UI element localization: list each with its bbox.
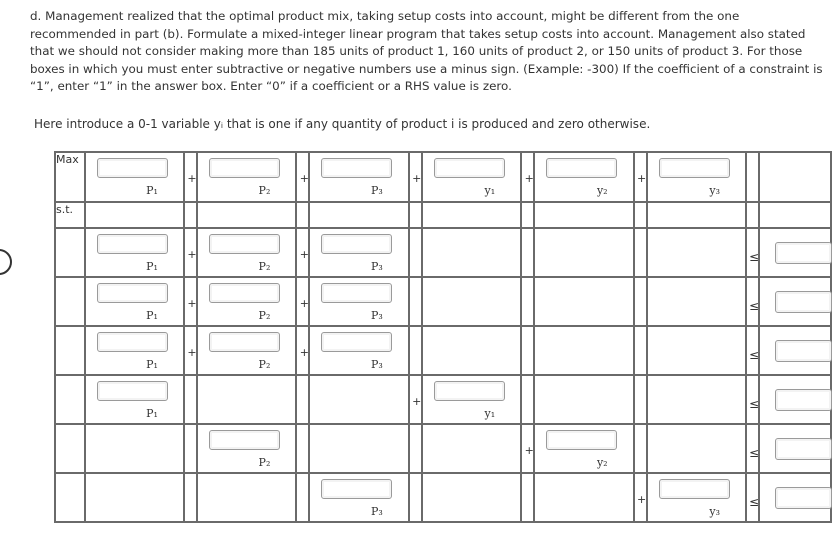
c3-rhs-input[interactable] xyxy=(775,340,832,362)
c4-y1-input[interactable] xyxy=(434,381,505,401)
plus-sign: + xyxy=(299,346,309,359)
var-p3: P₃ xyxy=(370,309,383,322)
var-y2: y₂ xyxy=(596,456,608,469)
plus-sign: + xyxy=(524,444,534,457)
obj-y3-input[interactable] xyxy=(659,158,730,178)
leq-sign: ≤ xyxy=(748,397,760,411)
c6-y3-input[interactable] xyxy=(659,479,730,499)
leq-sign: ≤ xyxy=(748,495,760,509)
var-p1: P₁ xyxy=(146,184,158,197)
c2-p2-input[interactable] xyxy=(209,283,280,303)
c2-rhs-input[interactable] xyxy=(775,291,832,313)
var-y3: y₃ xyxy=(709,505,720,518)
leq-sign: ≤ xyxy=(748,348,760,362)
var-p2: P₂ xyxy=(258,456,271,469)
problem-instructions: d. Management realized that the optimal product mix, taking setup costs into account, might be different from the one recommended in part (b). Formulate a mixed-integer linear program that takes setup costs into account. Management also stated that we should not consider making more than 185 units of product 1, 160 units of product 2, or 150 units of product 3. For those boxes in which you must enter subtractive or negative numbers use a minus sign. (Example: -300) If the coefficient of a constraint is “1”, enter “1” in the answer box. Enter “0” if a coefficient or a RHS value is zero. xyxy=(30,9,823,94)
c4-p1-input[interactable] xyxy=(97,381,168,401)
var-y1: y₁ xyxy=(484,184,496,197)
c6-rhs-input[interactable] xyxy=(775,487,832,509)
obj-p3-input[interactable] xyxy=(321,158,392,178)
plus-sign: + xyxy=(412,172,422,185)
c3-p3-input[interactable] xyxy=(321,332,392,352)
var-y2: y₂ xyxy=(596,184,608,197)
c1-p1-input[interactable] xyxy=(97,234,168,254)
st-label: s.t. xyxy=(55,202,85,228)
c4-rhs-input[interactable] xyxy=(775,389,832,411)
constraint-row-1 xyxy=(55,228,831,277)
obj-p1-input[interactable] xyxy=(97,158,168,178)
var-p2: P₂ xyxy=(258,309,271,322)
subject-to-row xyxy=(55,202,831,228)
var-p3: P₃ xyxy=(370,505,383,518)
var-y3: y₃ xyxy=(709,184,720,197)
var-p1: P₁ xyxy=(146,260,158,273)
c5-y2-input[interactable] xyxy=(546,430,617,450)
var-y1: y₁ xyxy=(484,407,496,420)
plus-sign: + xyxy=(187,346,197,359)
plus-sign: + xyxy=(299,172,309,185)
plus-sign: + xyxy=(524,172,534,185)
c5-p2-input[interactable] xyxy=(209,430,280,450)
variable-note: Here introduce a 0-1 variable yᵢ that is one if any quantity of product i is produced and zero otherwise. xyxy=(34,117,651,131)
var-p3: P₃ xyxy=(370,260,383,273)
var-p3: P₃ xyxy=(370,184,383,197)
c2-p1-input[interactable] xyxy=(97,283,168,303)
constraint-row-6 xyxy=(55,473,831,522)
c1-p3-input[interactable] xyxy=(321,234,392,254)
c6-p3-input[interactable] xyxy=(321,479,392,499)
max-label: Max xyxy=(55,152,85,202)
plus-sign: + xyxy=(299,297,309,310)
obj-y3-cell xyxy=(647,152,746,202)
obj-p2-cell xyxy=(197,152,296,202)
constraint-row-3 xyxy=(55,326,831,375)
plus-sign: + xyxy=(187,248,197,261)
plus-sign: + xyxy=(299,248,309,261)
obj-p3-cell xyxy=(309,152,408,202)
obj-y2-input[interactable] xyxy=(546,158,617,178)
constraint-row-4 xyxy=(55,375,831,424)
leq-sign: ≤ xyxy=(748,299,760,313)
var-p2: P₂ xyxy=(258,358,271,371)
plus-sign: + xyxy=(636,172,647,185)
c3-p2-input[interactable] xyxy=(209,332,280,352)
c5-rhs-input[interactable] xyxy=(775,438,832,460)
obj-y2-cell xyxy=(534,152,633,202)
c1-p2-input[interactable] xyxy=(209,234,280,254)
var-p2: P₂ xyxy=(258,184,271,197)
constraint-row-2 xyxy=(55,277,831,326)
objective-row xyxy=(55,152,831,202)
var-p1: P₁ xyxy=(146,407,158,420)
leq-sign: ≤ xyxy=(748,446,760,460)
obj-y1-cell xyxy=(422,152,521,202)
obj-y1-input[interactable] xyxy=(434,158,505,178)
var-p2: P₂ xyxy=(258,260,271,273)
plus-sign: + xyxy=(412,395,422,408)
c2-p3-input[interactable] xyxy=(321,283,392,303)
edge-circle-icon xyxy=(0,249,12,275)
obj-p2-input[interactable] xyxy=(209,158,280,178)
c3-p1-input[interactable] xyxy=(97,332,168,352)
var-p3: P₃ xyxy=(370,358,383,371)
var-p1: P₁ xyxy=(146,358,158,371)
leq-sign: ≤ xyxy=(748,250,760,264)
var-p1: P₁ xyxy=(146,309,158,322)
plus-sign: + xyxy=(187,297,197,310)
lp-formulation-table xyxy=(54,151,832,523)
constraint-row-5 xyxy=(55,424,831,473)
c1-rhs-input[interactable] xyxy=(775,242,832,264)
obj-p1-cell xyxy=(85,152,184,202)
plus-sign: + xyxy=(636,493,647,506)
plus-sign: + xyxy=(187,172,197,185)
